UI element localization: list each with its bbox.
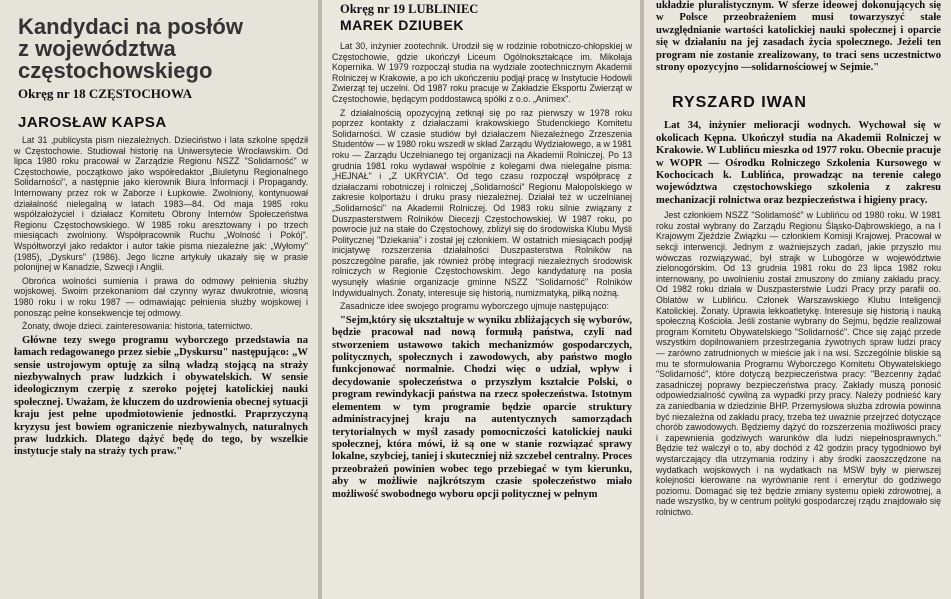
column-kapsa bbox=[0, 0, 318, 599]
bio-paragraph: Lat 30, inżynier zootechnik. Urodził się w rodzinie robotniczo-chłopskiej w Częstochowie, gdzie ukończył Liceum Ogólnokształcące im. Mikołaja Kopernika. W 1979 rozpoczął studia na wydziale zootechnicznym Akademii Rolniczej w Krakowie, a po ich ukończeniu podjął pracę w Instytucie Hodowli Zwierząt tej uczelni. Od 1987 roku pracuje w Zakładzie Eksportu Zwierząt w Częstochowie, będącym poddostawcą spółki z o.o. „Animex". bbox=[332, 41, 632, 104]
program-statement: "Sejm,który się ukształtuje w wyniku zbliżających się wyborów, będzie pracował nad nową formułą państwa, czyli nad stworzeniem ustawowo takich mechanizmów gospodarczych, politycznych, społecznych i zawodowych, aby państwo mogło funkcjonować normalnie. Chodzi więc o udział, wpływ i decydowanie społeczeństwa o przyszłym kształcie Polski, o program rewindykacji państwa na rzecz społeczeństwa. Istotnym elementem w tym programie będzie oparcie struktury administracyjnej kraju na autentycznych samorządach terytorialnych w myśl zasady pomocniczości katolickiej nauki społecznej, która mówi, iż są one w stanie rozwiązać sprawy lokalne, szybciej, taniej i skuteczniej niż szczebel centralny. Proces przeobrażeń powinien wobec tego przebiegać w tym kierunku, aby w możliwie najkrótszym czasie społeczeństwo miało możliwość swobodnego wyboru opcji politycznej w pełnym bbox=[332, 314, 632, 500]
district-heading: Okręg nr 18 CZĘSTOCHOWA bbox=[18, 86, 192, 101]
program-statement: Główne tezy swego programu wyborczego przedstawia na łamach redagowanego przez siebie „Dyskursu" następująco: „W sensie ustrojowym optuję za silną władzą stojącą na straży niezbywalnych praw ludzkich i obywatelskich. W sensie ideologicznym czerpię z szeroko pojętej katolickiej nauki społecznej. Uważam, że kluczem do uzdrowienia obecnej sytuacji kraju jest pełne upodmiotowienie jednostki. Praprzyczyną kryzysu jest bowiem ograniczenie niezbywalnych, naturalnych praw ludzkich. Dlatego dążyć będę do tego, by wszelkie instytucje stały na straży tych praw." bbox=[14, 334, 308, 458]
candidate-name: JAROSŁAW KAPSA bbox=[18, 114, 167, 131]
bio-paragraph: Lat 31 ,publicysta pism niezależnych. Dzieciństwo i lata szkolne spędził w Częstochowie. Studiował historię na Uniwersytecie Wrocławskim. Od lipca 1980 roku pracował w Zarządzie Regionu NSZZ "Solidarność" w Częstochowie, początkowo jako współredaktor „Biuletynu Regionalnego Solidarności", a następnie jako kierownik Biura Informacji i Propagandy. Internowany przez rok w Zaborze i Łupkowie. Zwolniony, kontynuował działalność nielegalną w latach 1983—84. Od maja 1985 roku współzałożyciel i działacz Komitetu Obrony Internów Społeczeństwa Regionu Częstochowskiego. W 1985 roku aresztowany i po trzech miesiącach zwolniony. Współpracownik Ruchu „Wolność i Pokój". Współtworzył jako redaktor i autor takie pisma niezależne jak: „Wyłomy" (1985), „Dyskurs" (1986). Jego liczne artykuły ukazały się w prasie polonijnej w Kanadzie, Szwecji i Anglii. bbox=[14, 135, 308, 273]
bio-paragraph: Z działalnością opozycyjną zetknął się po raz pierwszy w 1978 roku poprzez kontakty z działaczami krakowskiego Studenckiego Komitetu Solidarności. W czasie studiów był działaczem Niezależnego Zrzeszenia Studentów — w 1980 roku wszedł w skład Zarządu Wydziałowego, a w 1981 roku — Zarządu Uczelnianego tej organizacji na Akademii Rolniczej. Po 13 grudnia 1981 roku wydawał wspólnie z kolegami dwa nielegalne pisma: „HEJNAŁ" i „Z UKRYCIA". Od tego czasu rozpoczął współpracę z działaczami robotniczej i rolniczej „Solidarności" Regionu Małopolskiego w zakresie kolportażu i druku prasy niezależnej. Działał też w uczelnianej „Solidarności" na Akademii Rolniczej. Od 1983 roku silnie związany z Duszpasterstwem Rolników Diecezji Częstochowskiej. W 1987 roku, po powrocie już na stałe do Częstochowy, zbliżył się do środowiska Klubu Myśli Politycznej "Dziekania" i został jej członkiem. W ostatnich miesiącach podjął inicjatywę rozszerzenia działalności Duszpasterstwa Rolników na poszczególne parafie, jak również próbę integracji niezależnych środowisk rolniczych w Regionie Częstochowskim. Jego kandydaturę na posła wysunęły właśnie organizacje gminne NSZZ "Solidarność" Rolników Indywidualnych. Żonaty, interesuje się historią, numizmatyką, piłką nożną. bbox=[332, 107, 632, 298]
bio-paragraph: Żonaty, dwoje dzieci. zainteresowania: historia, taternictwo. bbox=[22, 321, 253, 332]
bio-paragraph: Zasadnicze idee swojego programu wyborczego ujmuje następująco: bbox=[340, 301, 609, 312]
headline-line: z województwa bbox=[18, 36, 176, 61]
intro-paragraph: Lat 34, inżynier melioracji wodnych. Wychował się w okolicach Kępna. Ukończył studia na Akademii Rolniczej w Krakowie. W Lublińcu mieszka od 1977 roku. Obecnie pracuje w WOPR — Ośrodku Rolniczego Szkolenia Kursowego w Kochocicach k. Lublińca, prowadząc na terenie całego województwa częstochowskiego szkolenia z zakresu mechanizacji rolnictwa oraz bezpieczeństwa i higieny pracy. bbox=[656, 120, 941, 206]
candidate-name: MAREK DZIUBEK bbox=[340, 17, 464, 33]
column-dziubek bbox=[322, 0, 640, 599]
headline-line: częstochowskiego bbox=[18, 58, 213, 83]
article-headline bbox=[18, 16, 308, 82]
bio-paragraph: Obrońca wolności sumienia i prawa do odmowy pełnienia służby wojskowej. Swoim przekonaniom dał czynny wyraz dwukrotnie, wiosną 1980 roku i w roku 1987 — odmawiając pełnienia służby wojskowej i ponosząc pełne konsekwencje tej odmowy. bbox=[14, 275, 308, 318]
column-iwan bbox=[644, 0, 951, 599]
bio-paragraph: Jest członkiem NSZZ "Solidarność" w Lublińcu od 1980 roku. W 1981 roku został wybrany do Zarządu Regionu Śląsko-Dąbrowskiego, a na I Krajowym Zjeździe Związku — członkiem Komisji Krajowej. Pracował w sekcji interwencji. Jednym z ważniejszych zadań, jakie przyszło mu wówczas rozwiązywać, był strajk w Lubogórze w województwie zielonogórskim. Od 13 grudnia 1981 roku do 23 lipca 1982 roku internowany, po uwolnieniu został zmuszony do zmiany zakładu pracy. Od 1982 roku działa w Duszpasterstwie Ludzi Pracy przy parafii oo. Oblatów w Lublińcu. Członek Warszawskiego Klubu Inteligencji Katolickiej. Żonaty. Uprawia lekkoatletykę. Interesuje się historią i nauką społeczną Kościoła. Jeśli zostanie wybrany do Sejmu, będzie realizował program Komitetu Obywatelskiego "Solidarność". Chce się zająć przede wszystkim dopilnowaniem przestrzegania żywotnych spraw ludzi pracy — zarówno zatrudnionych w mieście jak i na wsi. Szczególnie bliskie są mu te sformułowania Programu Wyborczego Komitetu Obywatelskiego "Solidarność", które dotyczą bezpieczeństwa pracy: "Bezcenny żądać zasadniczej poprawy bezpieczeństwa pracy. Zakłady muszą ponosić odpowiedzialność cywilną za wypadki przy pracy. Należy podnieść kary za zaniedbania w dziedzinie BHP. Przemysłowa służba zdrowia powinna być niezależna od zakładu pracy, trzeba też uważnie przejrzeć dotyczące chorób zawodowych. Będziemy dążyć do rozszerzenia możliwości pracy i zapewnienia godziwych warunków dla ludzi niepełnosprawnych." Będzie też walczył o to, aby dochód z 42 godzin pracy tygodniowo był wystarczający dla utrzymania rodziny i aby środki zaoszczędzone na wydatkach wojskowych i na wydatkach na MSW były w pierwszej kolejności kierowane na wyrównanie rent i emerytur do godziwego poziomu. Domagać się też będzie zmiany systemu opieki zdrowotnej, a nade wszystko, by w centrum polityki gospodarczej rządu znajdowało się rolnictwo. bbox=[656, 210, 941, 517]
program-statement-continued: układzie pluralistycznym. W sferze ideowej dokonujących się w Polsce przeobrażeniem musi towarzyszyć stałe uwzględnianie wartości katolickiej nauki społecznej i oparcie się w działaniu na jej zasadach życia społecznego. Jeżeli ten program nie zostanie zrealizowany, to traci sens uczestnictwo strony opozycyjno —solidarnościowej w Sejmie." bbox=[656, 0, 941, 74]
headline-line: Kandydaci na posłów bbox=[18, 14, 243, 39]
candidate-name: RYSZARD IWAN bbox=[672, 94, 807, 112]
district-heading: Okręg nr 19 LUBLINIEC bbox=[340, 2, 479, 16]
